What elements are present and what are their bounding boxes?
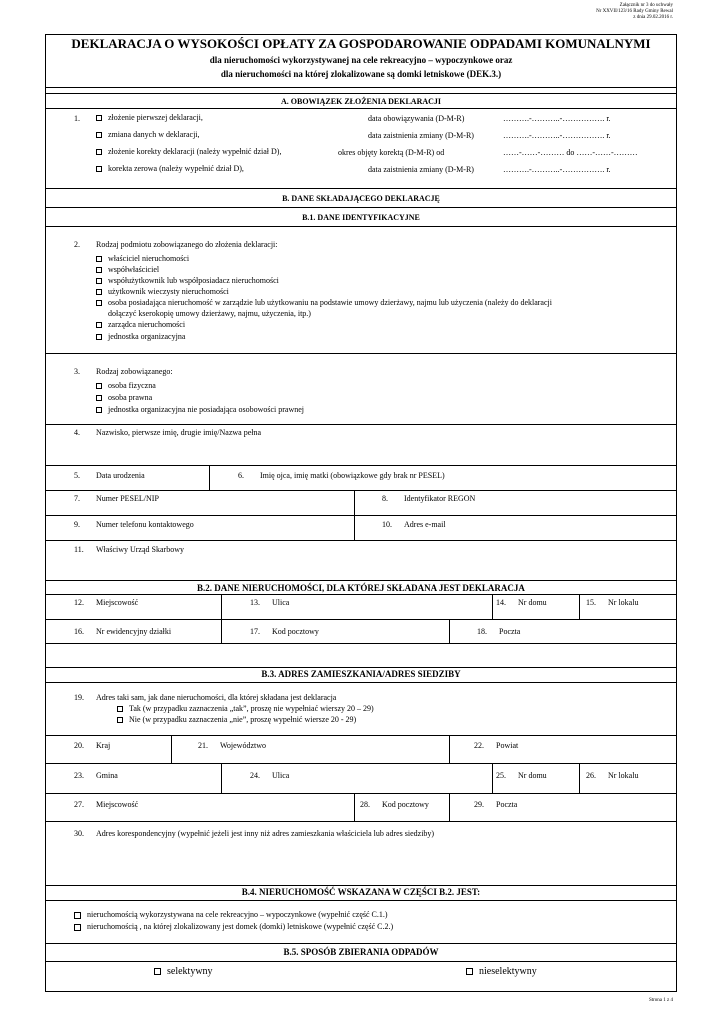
house-number-field[interactable]: Nr domu <box>518 771 547 780</box>
checkbox[interactable] <box>96 395 102 401</box>
option-non-selective[interactable]: nieselektywny <box>466 966 537 977</box>
locality-field[interactable]: Miejscowość <box>96 598 139 607</box>
email-field[interactable]: Adres e-mail <box>404 520 446 529</box>
field-number: 10. <box>382 520 392 529</box>
section-b4-title: B.4. NIERUCHOMOŚĆ WSKAZANA W CZĘŚCI B.2. JEST: <box>241 887 481 897</box>
field-number: 26. <box>586 771 596 780</box>
form-frame <box>45 34 677 992</box>
declaration-correction[interactable]: złożenie korekty deklaracji (należy wypełnić dział D), <box>96 147 281 156</box>
option-organization[interactable]: jednostka organizacyjna <box>96 332 185 341</box>
apartment-number-field[interactable]: Nr lokalu <box>608 598 639 607</box>
field-number: 5. <box>74 471 80 480</box>
field-number: 17. <box>250 627 260 636</box>
date-dots[interactable]: ……….-………..-……………. r. <box>503 114 611 123</box>
house-number-field[interactable]: Nr domu <box>518 598 547 607</box>
checkbox[interactable] <box>96 149 102 155</box>
field-number: 28. <box>360 800 370 809</box>
field-number: 8. <box>382 494 388 503</box>
checkbox[interactable] <box>74 924 81 931</box>
option-lease-holder[interactable]: osoba posiadająca nieruchomość w zarządzie lub użytkowaniu na podstawie umowy dzierżawy, najmu lub użyczenia (należy do deklaracji <box>96 298 552 307</box>
checkbox[interactable] <box>96 256 102 262</box>
municipality-field[interactable]: Gmina <box>96 771 118 780</box>
checkbox[interactable] <box>96 322 102 328</box>
tax-office-field[interactable]: Właściwy Urząd Skarbowy <box>96 545 184 554</box>
date-label: data obowiązywania (D-M-R) <box>368 114 465 123</box>
field-number: 18. <box>477 627 487 636</box>
apartment-number-field[interactable]: Nr lokalu <box>608 771 639 780</box>
section-b5-title: B.5. SPOSÓB ZBIERANIA ODPADÓW <box>283 947 439 957</box>
section-b3-title: B.3. ADRES ZAMIESZKANIA/ADRES SIEDZIBY <box>261 669 461 679</box>
field-number: 29. <box>474 800 484 809</box>
parents-names-field[interactable]: Imię ojca, imię matki (obowiązkowe gdy brak nr PESEL) <box>260 471 445 480</box>
street-field[interactable]: Ulica <box>272 771 290 780</box>
checkbox[interactable] <box>96 132 102 138</box>
checkbox[interactable] <box>96 289 102 295</box>
checkbox[interactable] <box>96 166 102 172</box>
correspondence-address-field[interactable]: Adres korespondencyjny (wypełnić jeżeli jest inny niż adres zamieszkania właściciela lub adres siedziby) <box>96 829 435 838</box>
field-number: 4. <box>74 428 80 437</box>
section-b-title: B. DANE SKŁADAJĄCEGO DEKLARACJĘ <box>282 194 440 203</box>
option-manager[interactable]: zarządca nieruchomości <box>96 320 185 329</box>
subtitle: dla nieruchomości na której zlokalizowane są domki letniskowe (DEK.3.) <box>220 69 502 79</box>
street-field[interactable]: Ulica <box>272 598 290 607</box>
field-number: 15. <box>586 598 596 607</box>
field-number: 11. <box>74 545 84 554</box>
date-label: data zaistnienia zmiany (D-M-R) <box>368 165 474 174</box>
question-label: Rodzaj podmiotu zobowiązanego do złożenia deklaracji: <box>96 240 278 249</box>
field-number: 3. <box>74 367 80 376</box>
checkbox[interactable] <box>74 912 81 919</box>
checkbox[interactable] <box>96 278 102 284</box>
attachment-line: Załącznik nr 3 do uchwały <box>619 3 673 8</box>
name-field[interactable]: Nazwisko, pierwsze imię, drugie imię/Nazwa pełna <box>96 428 262 437</box>
checkbox[interactable] <box>96 115 102 121</box>
field-number: 9. <box>74 520 80 529</box>
field-number: 22. <box>474 741 484 750</box>
field-number: 12. <box>74 598 84 607</box>
option-co-user[interactable]: współużytkownik lub współposiadacz nieruchomości <box>96 276 279 285</box>
declaration-change[interactable]: zmiana danych w deklaracji, <box>96 130 200 139</box>
plot-number-field[interactable]: Nr ewidencyjny działki <box>96 627 172 636</box>
checkbox[interactable] <box>154 968 161 975</box>
field-number: 2. <box>74 240 80 249</box>
postal-code-field[interactable]: Kod pocztowy <box>382 800 429 809</box>
date-dots[interactable]: ……….-………..-……………. r. <box>503 165 611 174</box>
option-perpetual-user[interactable]: użytkownik wieczysty nieruchomości <box>96 287 229 296</box>
option-same-yes[interactable]: Tak (w przypadku zaznaczenia „tak”, proszę nie wypełniać wierszy 20 – 29) <box>117 704 374 713</box>
field-number: 25. <box>496 771 506 780</box>
field-number: 19. <box>74 693 84 702</box>
field-number: 1. <box>74 114 80 123</box>
field-number: 20. <box>74 741 84 750</box>
option-unit-no-legal[interactable]: jednostka organizacyjna nie posiadająca osobowości prawnej <box>96 405 304 414</box>
option-summer-houses[interactable]: nieruchomością , na której zlokalizowany jest domek (domki) letniskowe (wypełnić część C.2.) <box>74 922 393 931</box>
county-field[interactable]: Powiat <box>496 741 519 750</box>
birth-date-field[interactable]: Data urodzenia <box>96 471 145 480</box>
field-number: 7. <box>74 494 80 503</box>
attachment-line: Nr XXVII/123/16 Rady Gminy Rewal <box>596 9 673 14</box>
field-number: 30. <box>74 829 84 838</box>
voivodeship-field[interactable]: Województwo <box>220 741 267 750</box>
attachment-note <box>596 3 673 21</box>
field-number: 24. <box>250 771 260 780</box>
option-selective[interactable]: selektywny <box>154 966 213 977</box>
option-continuation: dołączyć kserokopię umowy dzierżawy, najmu, użyczenia, itp.) <box>108 309 311 318</box>
post-office-field[interactable]: Poczta <box>496 800 518 809</box>
option-same-no[interactable]: Nie (w przypadku zaznaczenia „nie”, proszę wypełnić wiersze 20 - 29) <box>117 715 356 724</box>
checkbox[interactable] <box>96 267 102 273</box>
attachment-line: z dnia 29.02.2016 r. <box>633 15 673 20</box>
regon-field[interactable]: Identyfikator REGON <box>404 494 476 503</box>
field-number: 27. <box>74 800 84 809</box>
option-natural-person[interactable]: osoba fizyczna <box>96 381 156 390</box>
checkbox[interactable] <box>117 717 123 723</box>
checkbox[interactable] <box>466 968 473 975</box>
field-number: 14. <box>496 598 506 607</box>
section-a-title: A. OBOWIĄZEK ZŁOŻENIA DEKLARACJI <box>280 97 442 106</box>
page-title: DEKLARACJA O WYSOKOŚCI OPŁATY ZA GOSPODAROWANIE ODPADAMI KOMUNALNYMI <box>71 36 651 51</box>
country-field[interactable]: Kraj <box>96 741 111 750</box>
checkbox[interactable] <box>96 300 102 306</box>
section-b2-title: B.2. DANE NIERUCHOMOŚCI, DLA KTÓREJ SKŁADANA JEST DEKLARACJA <box>197 583 525 593</box>
field-number: 21. <box>198 741 208 750</box>
field-number: 6. <box>238 471 244 480</box>
pesel-field[interactable]: Numer PESEL/NIP <box>96 494 159 503</box>
option-owner[interactable]: właściciel nieruchomości <box>96 254 189 263</box>
checkbox[interactable] <box>96 407 102 413</box>
field-number: 16. <box>74 627 84 636</box>
phone-field[interactable]: Numer telefonu kontaktowego <box>96 520 194 529</box>
locality-field[interactable]: Miejscowość <box>96 800 139 809</box>
subtitle: dla nieruchomości wykorzystywanej na cele rekreacyjno – wypoczynkowe oraz <box>209 55 513 65</box>
declaration-zero-correction[interactable]: korekta zerowa (należy wypełnić dział D), <box>96 164 244 173</box>
section-b1-title: B.1. DANE IDENTYFIKACYJNE <box>302 213 420 222</box>
option-co-owner[interactable]: współwłaściciel <box>96 265 159 274</box>
checkbox[interactable] <box>96 334 102 340</box>
page-number: Strona 1 z 4 <box>648 998 673 1003</box>
date-dots[interactable]: ……-……-……… do ……-……-……… <box>503 148 638 157</box>
checkbox[interactable] <box>117 706 123 712</box>
field-number: 13. <box>250 598 260 607</box>
date-label: okres objęty korektą (D-M-R) od <box>338 148 445 157</box>
question-label: Rodzaj zobowiązanego: <box>96 367 173 376</box>
post-office-field[interactable]: Poczta <box>499 627 521 636</box>
checkbox[interactable] <box>96 383 102 389</box>
date-dots[interactable]: ……….-………..-……………. r. <box>503 131 611 140</box>
field-number: 23. <box>74 771 84 780</box>
option-legal-person[interactable]: osoba prawna <box>96 393 152 402</box>
postal-code-field[interactable]: Kod pocztowy <box>272 627 319 636</box>
option-recreational[interactable]: nieruchomością wykorzystywana na cele rekreacyjno – wypoczynkowe (wypełnić część C.1.) <box>74 910 388 919</box>
declaration-first[interactable]: złożenie pierwszej deklaracji, <box>96 113 203 122</box>
question-label: Adres taki sam, jak dane nieruchomości, dla której składana jest deklaracja <box>96 693 337 702</box>
date-label: data zaistnienia zmiany (D-M-R) <box>368 131 474 140</box>
